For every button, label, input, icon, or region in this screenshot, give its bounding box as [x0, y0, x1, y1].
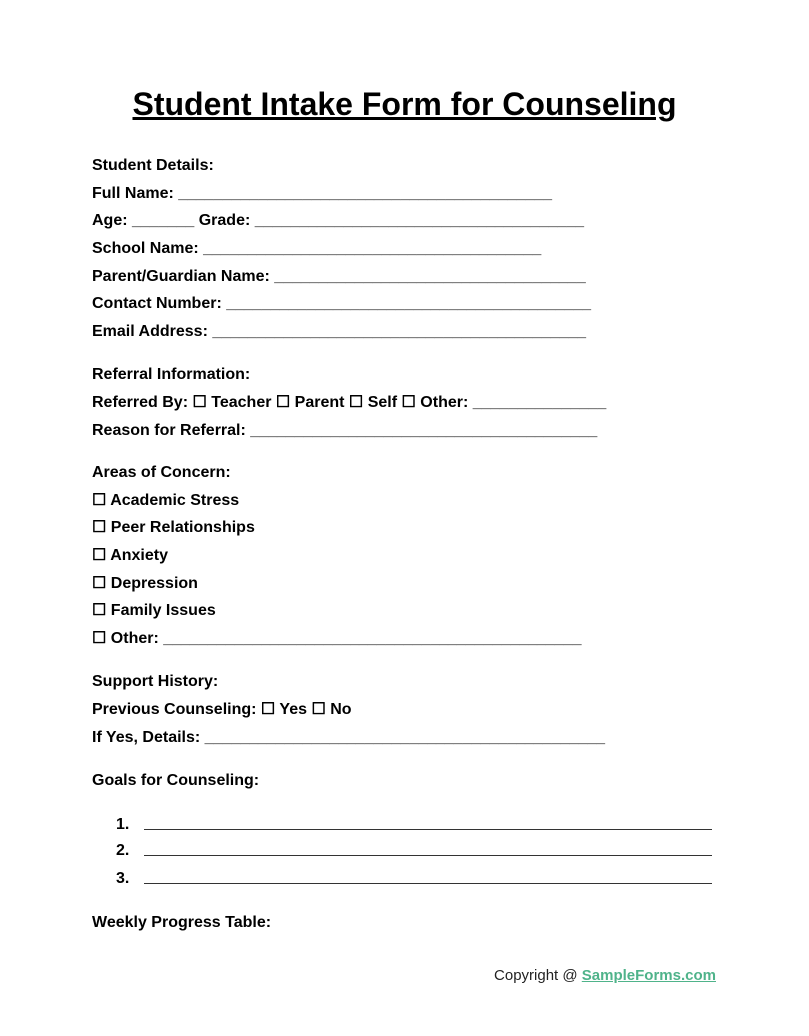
referral-heading: Referral Information:: [92, 366, 251, 383]
goals-heading: Goals for Counseling:: [92, 772, 260, 789]
form-title: Student Intake Form for Counseling: [132, 86, 677, 122]
goal-number: 1.: [116, 816, 130, 833]
school-name-field[interactable]: School Name: ______________________________________: [92, 240, 542, 257]
concern-anxiety[interactable]: ☐ Anxiety: [92, 547, 168, 564]
concern-peer-relationships[interactable]: ☐ Peer Relationships: [92, 519, 255, 536]
goal-item-1[interactable]: [116, 815, 712, 835]
referred-by-field[interactable]: Referred By: ☐ Teacher ☐ Parent ☐ Self ☐ Other: _______________: [92, 394, 607, 411]
goal-item-2[interactable]: [116, 841, 712, 861]
concerns-heading: Areas of Concern:: [92, 464, 231, 481]
previous-counseling-field[interactable]: Previous Counseling: ☐ Yes ☐ No: [92, 701, 352, 718]
counseling-details-field[interactable]: If Yes, Details: _____________________________________________: [92, 729, 606, 746]
concern-other[interactable]: ☐ Other: _______________________________________________: [92, 630, 582, 647]
goal-number: 2.: [116, 842, 130, 859]
student-details-heading: Student Details:: [92, 157, 214, 174]
goal-answer-line[interactable]: [144, 829, 712, 830]
full-name-field[interactable]: Full Name: __________________________________________: [92, 185, 552, 202]
brand-link[interactable]: SampleForms.com: [581, 967, 716, 984]
copyright-notice: [494, 966, 716, 986]
age-grade-field[interactable]: Age: _______ Grade: _____________________________________: [92, 212, 584, 229]
goal-item-3[interactable]: [116, 869, 712, 889]
concern-family-issues[interactable]: ☐ Family Issues: [92, 602, 216, 619]
copyright-prefix: Copyright @: [494, 967, 582, 984]
support-history-heading: Support History:: [92, 673, 219, 690]
contact-number-field[interactable]: Contact Number: _________________________________________: [92, 295, 592, 312]
email-address-field[interactable]: Email Address: __________________________________________: [92, 323, 587, 340]
goal-answer-line[interactable]: [144, 855, 712, 856]
parent-guardian-field[interactable]: Parent/Guardian Name: ___________________________________: [92, 268, 586, 285]
goal-number: 3.: [116, 870, 130, 887]
goal-answer-line[interactable]: [144, 883, 712, 884]
weekly-progress-heading: Weekly Progress Table:: [92, 914, 272, 931]
referral-reason-field[interactable]: Reason for Referral: _______________________________________: [92, 422, 598, 439]
concern-academic-stress[interactable]: ☐ Academic Stress: [92, 492, 240, 509]
concern-depression[interactable]: ☐ Depression: [92, 575, 198, 592]
